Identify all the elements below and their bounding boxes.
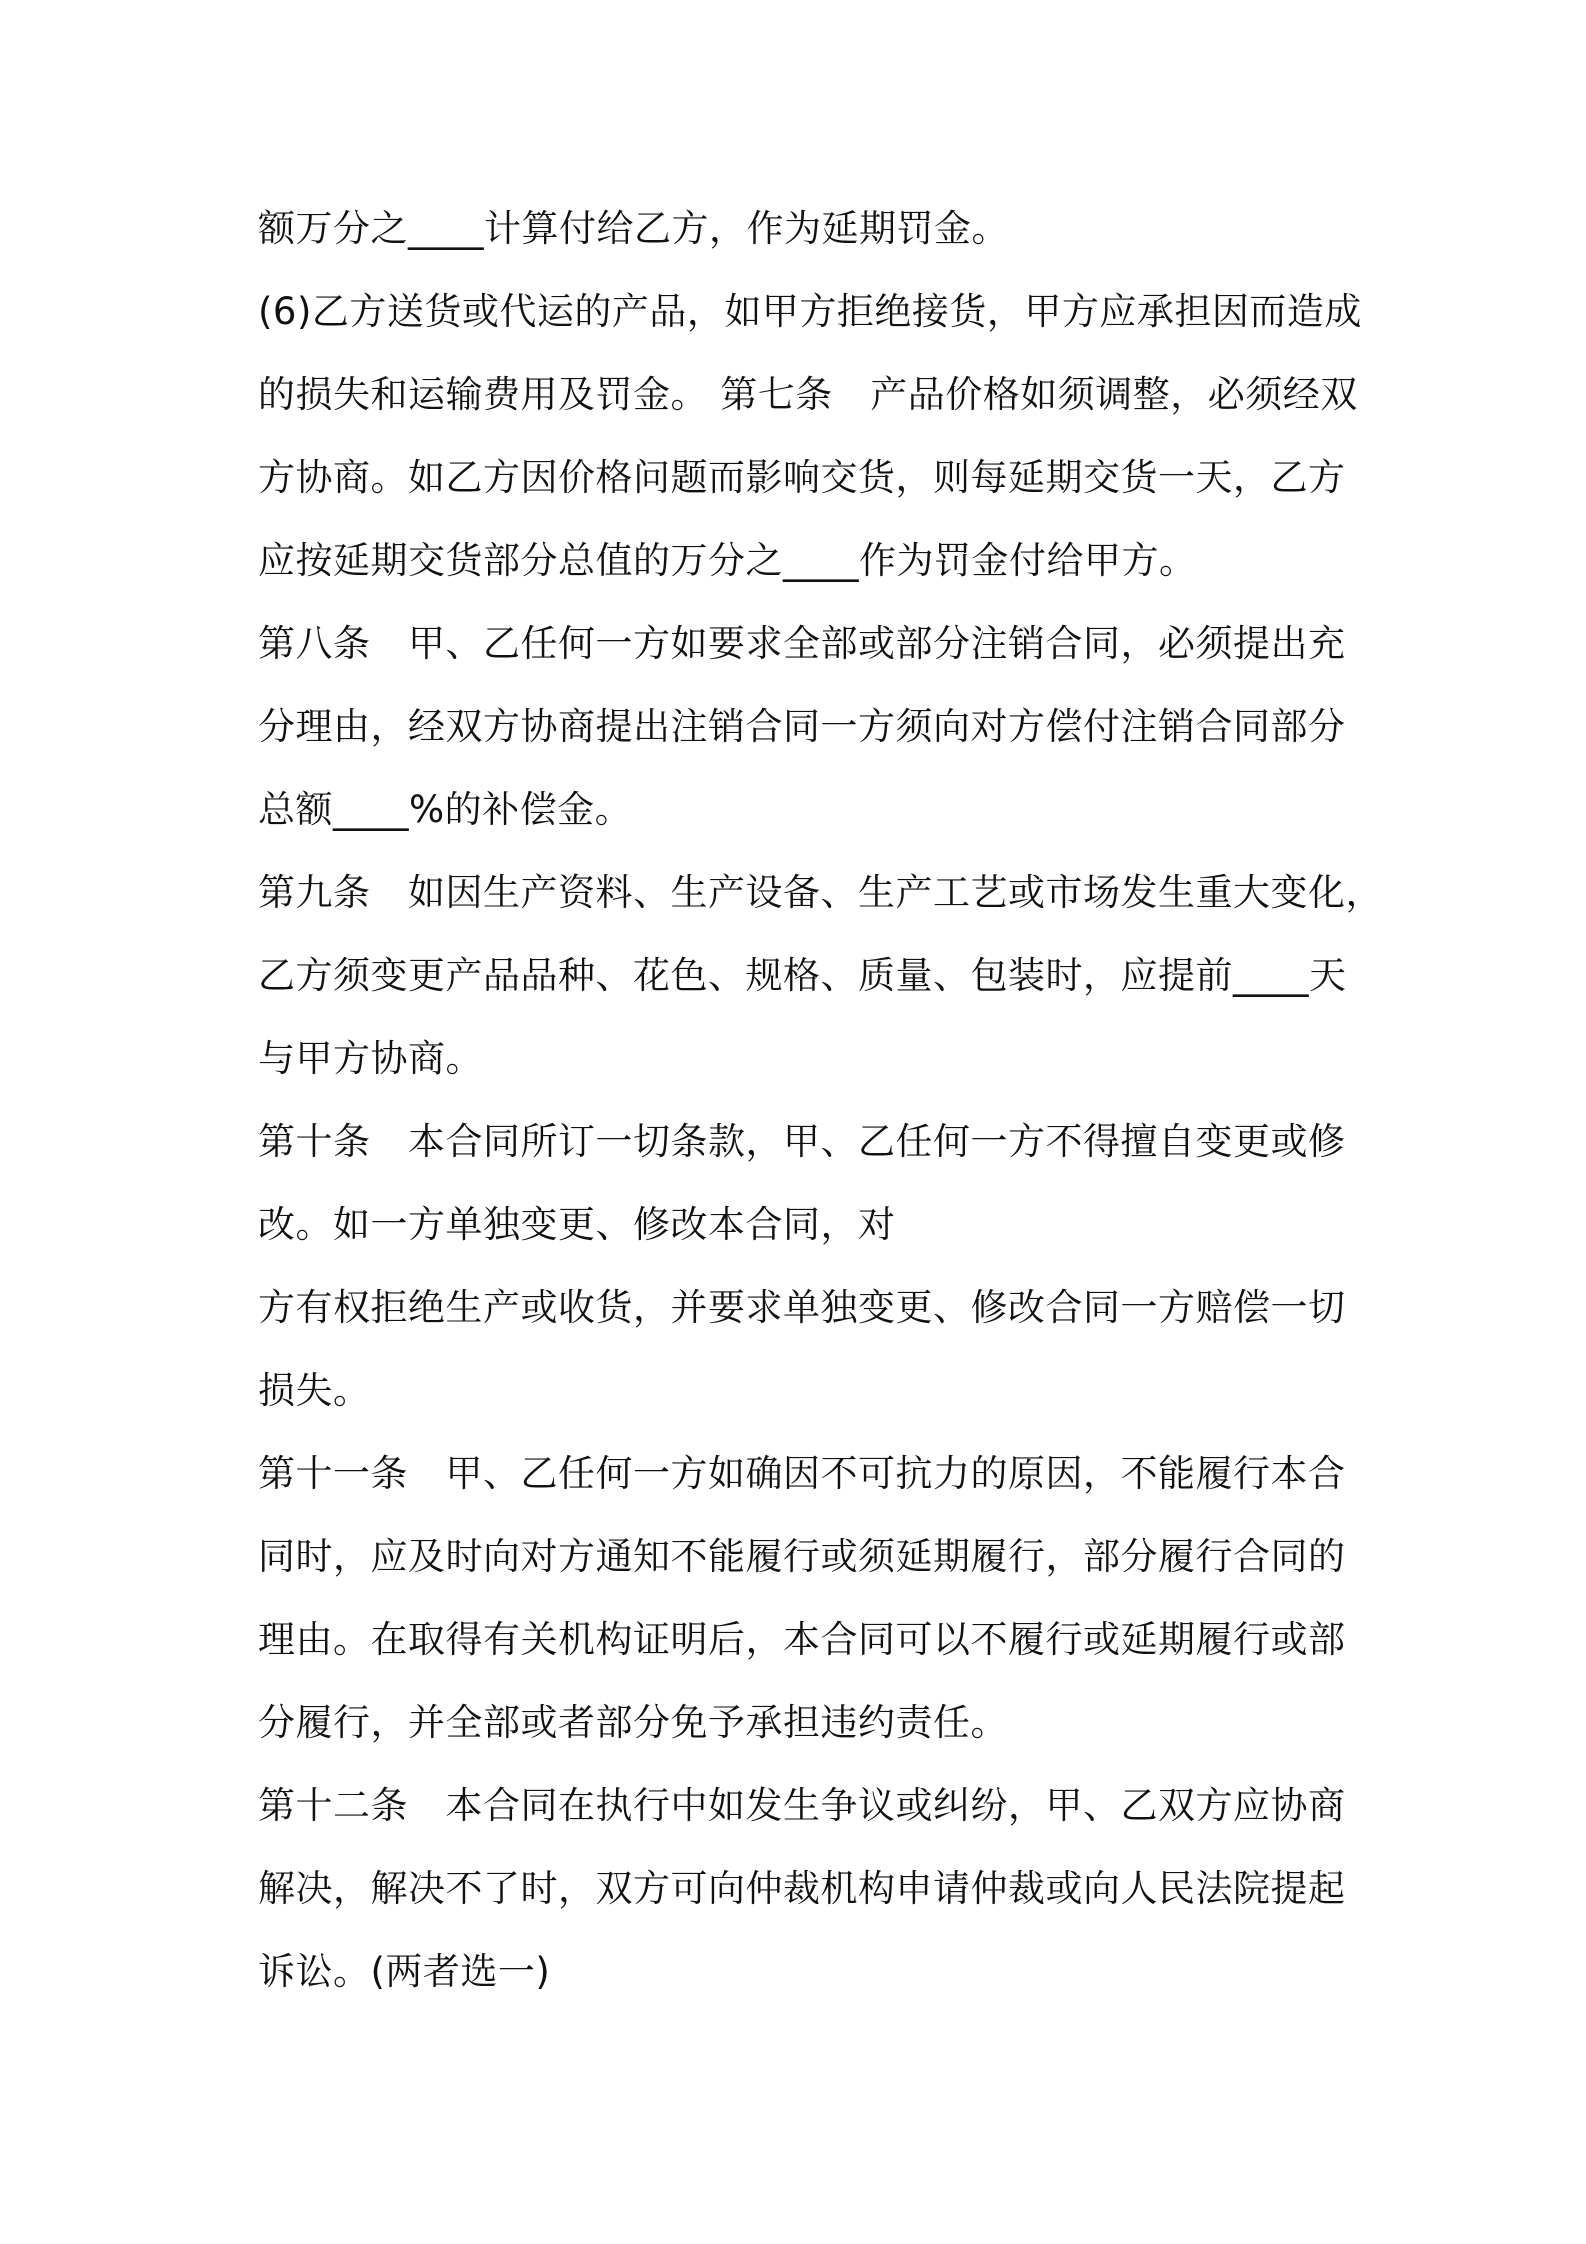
text-line: 理由。在取得有关机构证明后，本合同可以不履行或延期履行或部 [258, 1618, 1346, 1661]
text-line: 第十条 本合同所订一切条款，甲、乙任何一方不得擅自变更或修 [258, 1120, 1346, 1163]
text-line: 改。如一方单独变更、修改本合同，对 [258, 1203, 896, 1246]
text-line: 额万分之____计算付给乙方，作为延期罚金。 [258, 207, 1009, 250]
text-line: 与甲方协商。 [258, 1037, 483, 1080]
text-line: 乙方须变更产品品种、花色、规格、质量、包装时，应提前____天 [258, 954, 1347, 997]
text-line: 第九条 如因生产资料、生产设备、生产工艺或市场发生重大变化， [258, 871, 1383, 914]
text-line: 应按延期交货部分总值的万分之____作为罚金付给甲方。 [258, 539, 1197, 582]
text-line: 方有权拒绝生产或收货，并要求单独变更、修改合同一方赔偿一切 [258, 1286, 1346, 1329]
text-line: 第十二条 本合同在执行中如发生争议或纠纷，甲、乙双方应协商 [258, 1784, 1346, 1827]
text-line: 第八条 甲、乙任何一方如要求全部或部分注销合同，必须提出充 [258, 622, 1346, 665]
text-line: 方协商。如乙方因价格问题而影响交货，则每延期交货一天，乙方 [258, 456, 1346, 499]
text-line: 诉讼。(两者选一) [258, 1950, 551, 1993]
text-line: 总额____%的补偿金。 [258, 788, 633, 831]
text-line: 分履行，并全部或者部分免予承担违约责任。 [258, 1701, 1008, 1744]
text-line: 分理由，经双方协商提出注销合同一方须向对方偿付注销合同部分 [258, 705, 1346, 748]
text-line: (6)乙方送货或代运的产品，如甲方拒绝接货，甲方应承担因而造成 [258, 290, 1362, 333]
text-line: 的损失和运输费用及罚金。 第七条 产品价格如须调整，必须经双 [258, 373, 1358, 416]
text-line: 解决，解决不了时，双方可向仲裁机构申请仲裁或向人民法院提起 [258, 1867, 1346, 1910]
text-line: 第十一条 甲、乙任何一方如确因不可抗力的原因，不能履行本合 [258, 1452, 1346, 1495]
text-line: 同时，应及时向对方通知不能履行或须延期履行，部分履行合同的 [258, 1535, 1346, 1578]
text-line: 损失。 [258, 1369, 371, 1412]
